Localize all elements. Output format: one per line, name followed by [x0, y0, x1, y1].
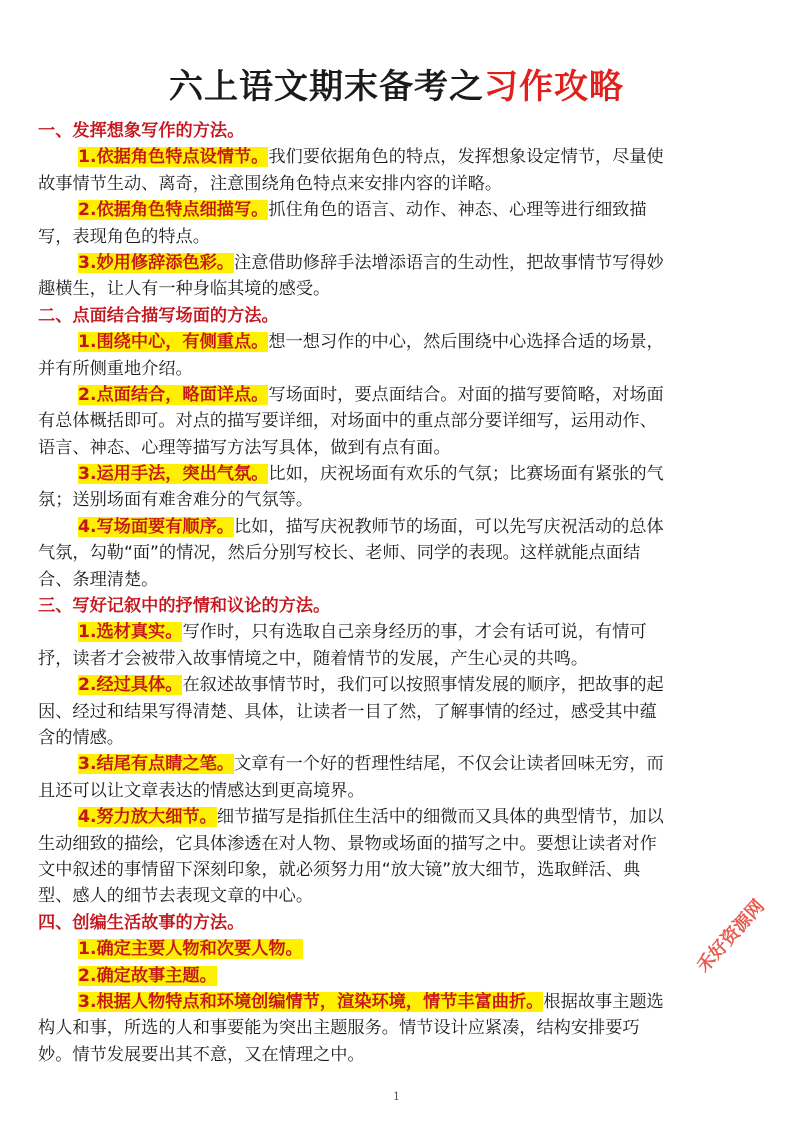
item-continuation-line [38, 646, 758, 672]
item-text: 比如，描写庆祝教师节的场面，可以先写庆祝活动的总体 [234, 516, 664, 537]
item-continuation-line [38, 276, 758, 302]
item-label: 3.根据人物特点和环境创编情节，渲染环境，情节丰富曲折。 [78, 991, 544, 1012]
item-first-line [38, 514, 758, 540]
item-text: 语言、神态、心理等描写方法写具体，做到有点有面。 [38, 437, 451, 458]
item-text: 并有所侧重地介绍。 [38, 358, 193, 379]
item-continuation-line [38, 1015, 758, 1041]
item-text: 注意借助修辞手法增添语言的生动性，把故事情节写得妙 [234, 252, 664, 273]
item-continuation-line [38, 831, 758, 857]
item-first-line [38, 382, 758, 408]
item-first-line [38, 250, 758, 276]
item-text: 抒，读者才会被带入故事情境之中，随着情节的发展，产生心灵的共鸣。 [38, 648, 589, 669]
item-label: 2.确定故事主题。 [78, 965, 217, 986]
item-text: 想一想习作的中心，然后围绕中心选择合适的场景， [268, 332, 664, 353]
document-body [38, 118, 758, 1068]
item-text: 合、条理清楚。 [38, 569, 159, 590]
item-label: 1.确定主要人物和次要人物。 [78, 939, 303, 960]
item-continuation-line [38, 778, 758, 804]
item-continuation-line [38, 1042, 758, 1068]
title-highlight: 习作攻略 [484, 67, 624, 107]
item-label: 4.写场面要有顺序。 [78, 516, 234, 537]
item-first-line [38, 329, 758, 355]
item-text: 我们要依据角色的特点，发挥想象设定情节，尽量使 [268, 147, 664, 168]
item-text: 有总体概括即可。对点的描写要详细，对场面中的重点部分要详细写，运用动作、 [38, 411, 657, 432]
item-first-line [38, 197, 758, 223]
item-label: 4.努力放大细节。 [78, 807, 217, 828]
item-text: 氛；送别场面有难舍难分的气氛等。 [38, 490, 314, 511]
item-continuation-line [38, 699, 758, 725]
item-continuation-line [38, 224, 758, 250]
item-continuation-line [38, 567, 758, 593]
item-label: 1.围绕中心，有侧重点。 [78, 332, 269, 353]
item-text: 在叙述故事情节时，我们可以按照事情发展的顺序，把故事的起 [182, 675, 664, 696]
item-continuation-line [38, 883, 758, 909]
item-text: 气氛，勾勒“面”的情况，然后分别写校长、老师、同学的表现。这样就能点面结 [38, 543, 641, 564]
item-text: 故事情节生动、离奇，注意围绕角色特点来安排内容的详略。 [38, 173, 503, 194]
item-label: 3.运用手法，突出气氛。 [78, 464, 269, 485]
section-heading: 二、点面结合描写场面的方法。 [38, 305, 279, 326]
section-heading: 三、写好记叙中的抒情和议论的方法。 [38, 596, 331, 617]
item-first-line [38, 751, 758, 777]
item-continuation-line [38, 171, 758, 197]
item-continuation-line [38, 725, 758, 751]
page-title [0, 64, 793, 110]
item-label: 2.点面结合，略面详点。 [78, 384, 269, 405]
item-text: 文中叙述的事情留下深刻印象，就必须努力用“放大镜”放大细节，选取鲜活、典 [38, 859, 641, 880]
item-text: 妙。情节发展要出其不意，又在情理之中。 [38, 1044, 365, 1065]
item-label: 3.妙用修辞添色彩。 [78, 252, 234, 273]
item-text: 趣横生，让人有一种身临其境的感受。 [38, 279, 331, 300]
item-first-line [38, 461, 758, 487]
item-text: 抓住角色的语言、动作、神态、心理等进行细致描 [268, 200, 647, 221]
item-text: 文章有一个好的哲理性结尾，不仅会让读者回味无穷，而 [234, 754, 664, 775]
item-continuation-line [38, 408, 758, 434]
item-continuation-line [38, 487, 758, 513]
item-continuation-line [38, 857, 758, 883]
item-text: 写场面时，要点面结合。对面的描写要简略，对场面 [268, 384, 664, 405]
item-text: 且还可以让文章表达的情感达到更高境界。 [38, 780, 365, 801]
item-label: 2.依据角色特点细描写。 [78, 200, 269, 221]
item-first-line [38, 989, 758, 1015]
item-first-line [38, 804, 758, 830]
item-first-line [38, 144, 758, 170]
item-continuation-line [38, 540, 758, 566]
page-number: 1 [393, 1090, 400, 1103]
item-label: 2.经过具体。 [78, 675, 183, 696]
item-text: 含的情感。 [38, 727, 124, 748]
item-first-line [38, 672, 758, 698]
item-text: 型、感人的细节去表现文章的中心。 [38, 886, 314, 907]
item-text: 构人和事，所选的人和事要能为突出主题服务。情节设计应紧凑，结构安排要巧 [38, 1018, 640, 1039]
item-label: 3.结尾有点睛之笔。 [78, 754, 234, 775]
item-continuation-line [38, 435, 758, 461]
item-text: 写，表现角色的特点。 [38, 226, 210, 247]
section-heading: 一、发挥想象写作的方法。 [38, 121, 245, 141]
item-text: 写作时，只有选取自己亲身经历的事，才会有话可说，有情可 [182, 622, 647, 643]
item-text: 根据故事主题选 [543, 991, 664, 1012]
watermark-stamp: 禾好资源网 [692, 895, 769, 977]
section-heading: 四、创编生活故事的方法。 [38, 912, 245, 933]
title-main: 六上语文期末备考之 [169, 67, 484, 107]
item-first-line [38, 936, 758, 962]
item-label: 1.依据角色特点设情节。 [78, 147, 269, 168]
item-text: 因、经过和结果写得清楚、具体，让读者一目了然，了解事情的经过，感受其中蕴 [38, 701, 657, 722]
item-first-line [38, 963, 758, 989]
item-text: 细节描写是指抓住生活中的细微而又具体的典型情节，加以 [216, 807, 664, 828]
item-first-line [38, 619, 758, 645]
item-continuation-line [38, 356, 758, 382]
item-text: 比如，庆祝场面有欢乐的气氛；比赛场面有紧张的气 [268, 464, 664, 485]
item-text: 生动细致的描绘，它具体渗透在对人物、景物或场面的描写之中。要想让读者对作 [38, 833, 657, 854]
item-label: 1.选材真实。 [78, 622, 183, 643]
